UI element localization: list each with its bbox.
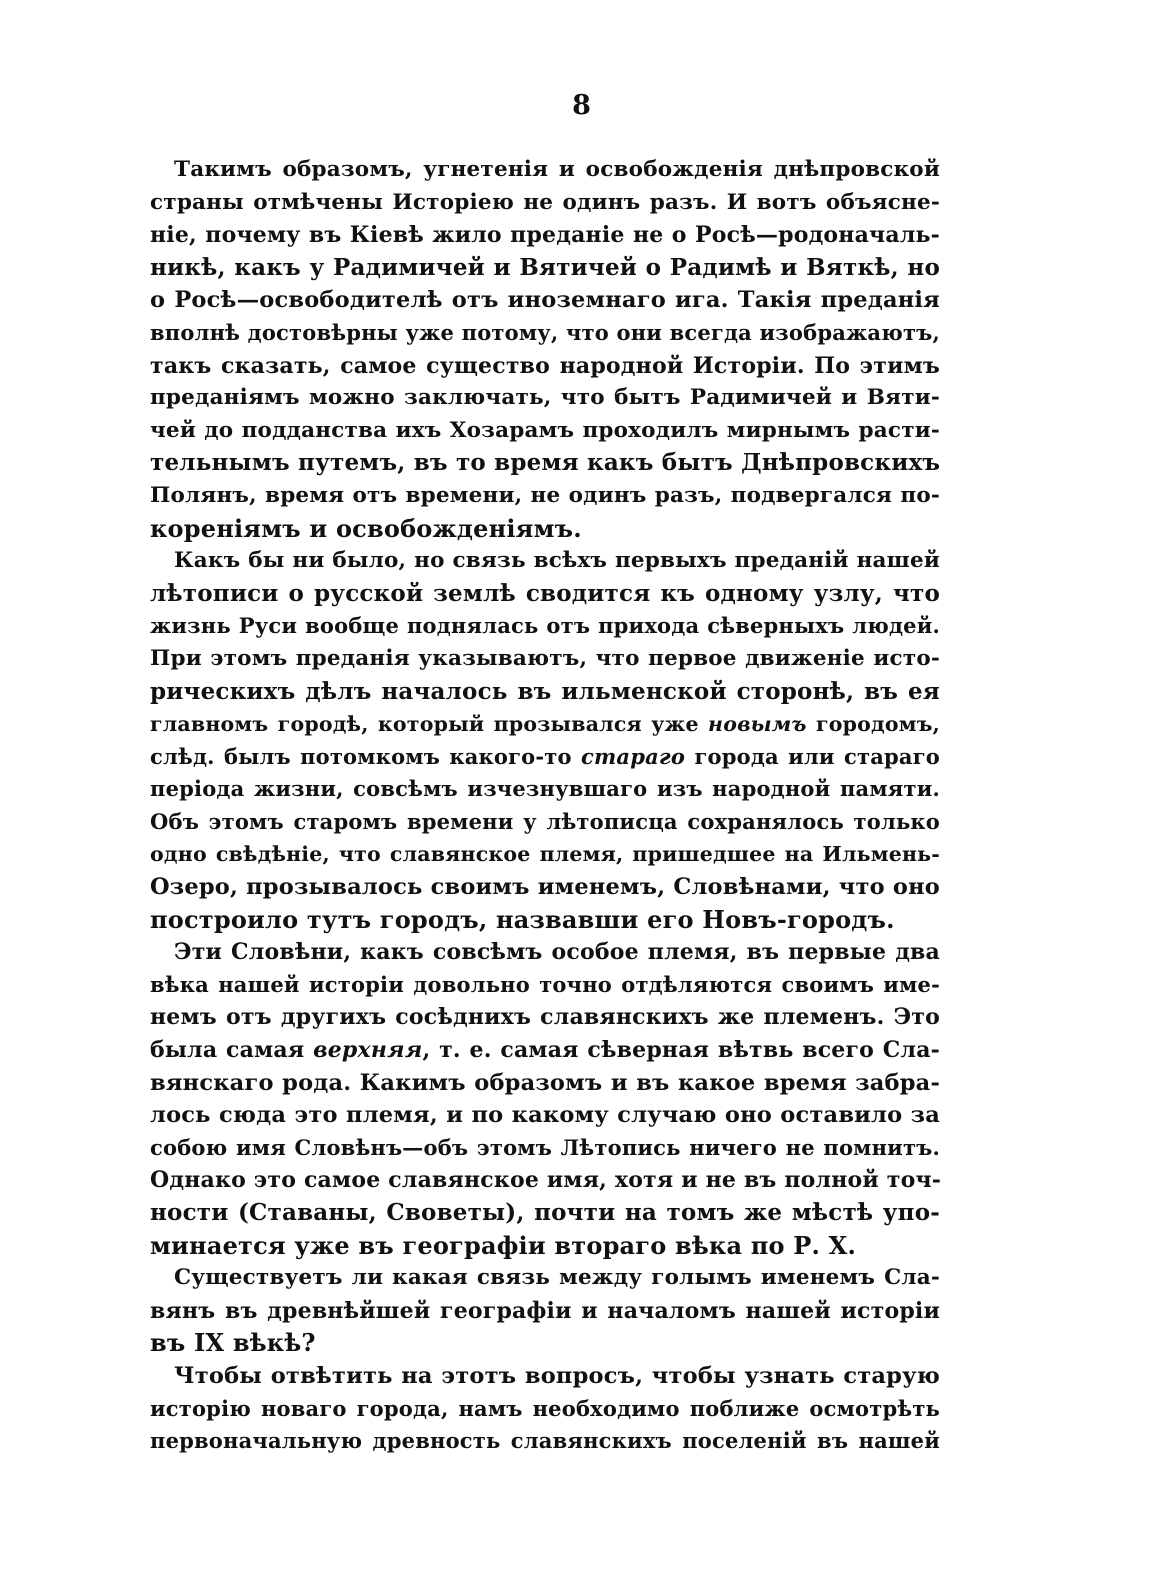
italic-text: стараго	[581, 743, 686, 769]
text-segment: Эти Словѣни, какъ совсѣмъ особое племя, въ первые два	[174, 939, 940, 966]
text-line	[150, 1067, 940, 1100]
text-line	[150, 578, 940, 611]
text-segment: одно свѣдѣніе, что славянское племя, пришедшее на Ильмень-	[150, 842, 940, 867]
italic-text: новымъ	[708, 712, 807, 737]
text-segment: , т. е. самая сѣверная вѣтвь всего Сла-	[422, 1037, 941, 1064]
text-segment: слѣд. былъ потомкомъ какого-то	[150, 743, 582, 769]
text-line	[150, 1393, 940, 1426]
text-line	[150, 904, 940, 937]
text-line	[150, 936, 940, 969]
text-segment: Объ этомъ старомъ времени у лѣтописца сохранялось только	[150, 808, 940, 834]
text-segment: вполнѣ достовѣрны уже потому, что они всегда изображаютъ,	[150, 319, 940, 345]
text-line	[150, 1164, 940, 1197]
text-line	[150, 708, 940, 741]
text-line	[150, 676, 940, 709]
page-number: 8	[572, 90, 591, 121]
text-segment: Такимъ образомъ, угнетенія и освобожденія днѣпровской	[174, 157, 940, 182]
text-segment: періода жизни, совсѣмъ изчезнувшаго изъ народной памяти.	[150, 776, 940, 802]
text-line	[150, 1295, 940, 1328]
text-segment: При этомъ преданія указываютъ, что первое движеніе исто-	[150, 645, 940, 671]
text-line	[150, 610, 940, 643]
text-line	[150, 1230, 940, 1263]
text-line	[150, 806, 940, 839]
text-line	[150, 317, 940, 350]
text-line	[150, 1327, 940, 1360]
text-line	[150, 1001, 940, 1034]
text-segment: рическихъ дѣлъ началось въ ильменской сторонѣ, въ ея	[150, 677, 940, 705]
text-segment: города или стараго	[685, 743, 940, 769]
text-line	[150, 1197, 940, 1230]
text-line	[150, 154, 940, 187]
text-segment: Полянъ, время отъ времени, не одинъ разъ, подвергался по-	[150, 482, 940, 508]
text-segment: Какъ бы ни было, но связь всѣхъ первыхъ преданій нашей	[174, 548, 940, 574]
text-segment: ности (Ставаны, Своветы), почти на томъ же мѣстѣ упо-	[150, 1199, 940, 1226]
text-segment: вянскаго рода. Какимъ образомъ и въ какое время забра-	[150, 1069, 940, 1096]
text-segment: ніе, почему въ Кіевѣ жило преданіе не о Росѣ—родоначаль-	[150, 222, 940, 249]
text-line	[150, 838, 940, 871]
text-segment: преданіямъ можно заключать, что бытъ Радимичей и Вяти-	[150, 385, 940, 411]
text-line	[150, 350, 940, 383]
text-line	[150, 480, 940, 513]
text-segment: построило тутъ городъ, назвавши его Новъ-городъ.	[150, 904, 895, 934]
text-segment: такъ сказать, самое существо народной Исторіи. По этимъ	[150, 352, 940, 379]
text-segment: страны отмѣчены Исторіею не одинъ разъ. И вотъ объясне-	[150, 189, 940, 215]
text-line	[150, 1262, 940, 1295]
text-segment: никѣ, какъ у Радимичей и Вятичей о Радимѣ и Вяткѣ, но	[150, 253, 940, 281]
text-segment: тельнымъ путемъ, въ то время какъ бытъ Днѣпровскихъ	[150, 449, 941, 477]
text-segment: Озеро, прозывалось своимъ именемъ, Словѣнами, что оно	[150, 874, 940, 901]
text-segment: Существуетъ ли какая связь между голымъ именемъ Сла-	[174, 1265, 940, 1291]
text-line	[150, 871, 940, 904]
text-segment: лось сюда это племя, и по какому случаю оно оставило за	[150, 1102, 940, 1129]
text-line	[150, 1425, 940, 1458]
text-segment: была самая	[150, 1037, 314, 1064]
text-line	[150, 1360, 940, 1393]
text-line	[150, 643, 940, 676]
text-segment: первоначальную древность славянскихъ поселеній въ нашей	[150, 1428, 940, 1454]
text-line	[150, 773, 940, 806]
text-segment: городомъ,	[806, 712, 940, 737]
text-line	[150, 741, 940, 774]
text-line	[150, 252, 940, 285]
text-segment: Чтобы отвѣтить на этотъ вопросъ, чтобы узнать старую	[174, 1362, 940, 1389]
text-segment: кореніямъ и освобожденіямъ.	[150, 513, 582, 543]
text-line	[150, 1099, 940, 1132]
text-segment: минается уже въ географіи втораго вѣка по Р. Х.	[150, 1230, 857, 1260]
text-line	[150, 219, 940, 252]
italic-text: верхняя	[313, 1037, 423, 1064]
text-line	[150, 415, 940, 448]
text-segment: жизнь Руси вообще поднялась отъ прихода сѣверныхъ людей.	[150, 613, 940, 639]
text-segment: исторію новаго города, намъ необходимо поближе осмотрѣть	[150, 1395, 940, 1421]
text-line	[150, 187, 940, 220]
text-line	[150, 969, 940, 1002]
text-line	[150, 1034, 940, 1067]
body-text	[150, 154, 940, 1458]
text-segment: главномъ городѣ, который прозывался уже	[150, 712, 709, 737]
text-line	[150, 545, 940, 578]
text-line	[150, 447, 940, 480]
text-line	[150, 513, 940, 546]
text-segment: собою имя Словѣнъ—объ этомъ Лѣтопись ничего не помнитъ.	[150, 1134, 940, 1160]
text-segment: въ IX вѣкѣ?	[150, 1328, 316, 1358]
text-segment: чей до подданства ихъ Хозарамъ проходилъ мирнымъ расти-	[150, 417, 940, 443]
text-segment: лѣтописи о русской землѣ сводится къ одному узлу, что	[150, 579, 940, 607]
text-segment: вѣка нашей исторіи довольно точно отдѣляются своимъ име-	[150, 971, 940, 997]
text-segment: Однако это самое славянское имя, хотя и не въ полной точ-	[150, 1167, 942, 1194]
text-line	[150, 284, 940, 317]
text-segment: вянъ въ древнѣйшей географіи и началомъ нашей исторіи	[150, 1297, 940, 1324]
text-line	[150, 382, 940, 415]
text-segment: немъ отъ другихъ сосѣднихъ славянскихъ же племенъ. Это	[150, 1004, 940, 1031]
text-line	[150, 1132, 940, 1165]
text-segment: о Росѣ—освободителѣ отъ иноземнаго ига. Такія преданія	[150, 287, 940, 314]
